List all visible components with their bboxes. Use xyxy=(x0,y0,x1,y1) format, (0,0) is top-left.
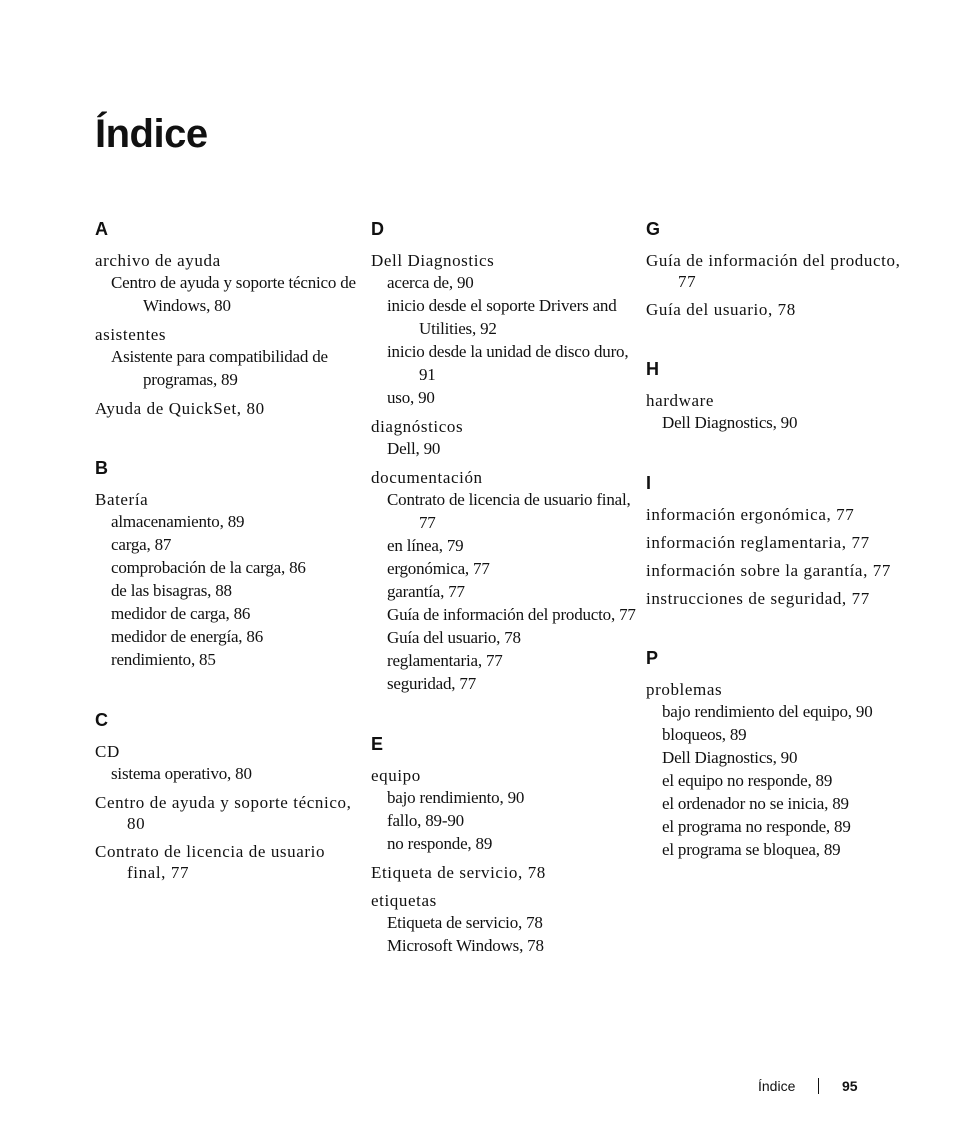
index-subentry: bloqueos, 89 xyxy=(662,725,747,744)
index-entry xyxy=(646,532,914,553)
index-subentry: Microsoft Windows, 78 xyxy=(387,936,544,955)
index-entry xyxy=(646,299,914,320)
index-entry xyxy=(646,504,914,525)
index-entry xyxy=(95,841,363,883)
index-entry xyxy=(371,765,639,855)
index-term: Dell Diagnostics xyxy=(371,251,495,270)
index-entry xyxy=(95,250,363,317)
index-subentry: uso, 90 xyxy=(387,388,435,407)
index-subentry: el ordenador no se inicia, 89 xyxy=(662,794,849,813)
page-title: Índice xyxy=(95,112,208,156)
footer-divider xyxy=(818,1078,819,1094)
section-letter: D xyxy=(371,219,384,239)
index-term: Etiqueta de servicio, 78 xyxy=(371,863,546,882)
index-entry xyxy=(371,862,639,883)
index-subentry: no responde, 89 xyxy=(387,834,493,853)
index-subentry: de las bisagras, 88 xyxy=(111,581,232,600)
section-letter: H xyxy=(646,359,659,379)
index-subentry: garantía, 77 xyxy=(387,582,465,601)
index-column-2 xyxy=(371,218,639,995)
index-subentry: el programa no responde, 89 xyxy=(662,817,851,836)
index-section xyxy=(371,733,639,957)
index-subentry: acerca de, 90 xyxy=(387,273,474,292)
index-section xyxy=(95,709,363,883)
index-term: diagnósticos xyxy=(371,417,464,436)
section-letter: B xyxy=(95,458,108,478)
index-subentry: inicio desde la unidad de disco duro, 91 xyxy=(387,342,629,384)
index-term: archivo de ayuda xyxy=(95,251,221,270)
index-term: Contrato de licencia de usuario final, 77 xyxy=(95,842,326,882)
index-entry xyxy=(646,679,914,861)
index-subentry: Dell, 90 xyxy=(387,439,441,458)
index-subentry: Etiqueta de servicio, 78 xyxy=(387,913,543,932)
index-subentry: el equipo no responde, 89 xyxy=(662,771,833,790)
index-subentry: Asistente para compatibilidad de programas, 89 xyxy=(111,347,328,389)
index-section xyxy=(646,647,914,861)
index-column-3 xyxy=(646,218,914,899)
index-entry xyxy=(371,467,639,695)
index-term: problemas xyxy=(646,680,723,699)
index-entry xyxy=(371,416,639,460)
index-term: documentación xyxy=(371,468,483,487)
index-section xyxy=(95,218,363,419)
index-term: Centro de ayuda y soporte técnico, 80 xyxy=(95,793,352,833)
index-section xyxy=(95,457,363,671)
index-term: Guía del usuario, 78 xyxy=(646,300,796,319)
index-subentry: fallo, 89-90 xyxy=(387,811,464,830)
index-subentry: Dell Diagnostics, 90 xyxy=(662,413,798,432)
index-entry xyxy=(95,398,363,419)
index-entry xyxy=(95,741,363,785)
index-subentry: reglamentaria, 77 xyxy=(387,651,503,670)
page-number: 95 xyxy=(842,1078,858,1094)
index-subentry: bajo rendimiento del equipo, 90 xyxy=(662,702,873,721)
section-letter: P xyxy=(646,648,659,668)
index-subentry: Centro de ayuda y soporte técnico de Windows, 80 xyxy=(111,273,356,315)
index-term: información reglamentaria, 77 xyxy=(646,533,870,552)
index-entry xyxy=(646,250,914,292)
index-term: etiquetas xyxy=(371,891,437,910)
index-term: equipo xyxy=(371,766,421,785)
index-subentry: Dell Diagnostics, 90 xyxy=(662,748,798,767)
index-section xyxy=(646,472,914,609)
index-term: hardware xyxy=(646,391,715,410)
index-entry xyxy=(646,560,914,581)
index-subentry: inicio desde el soporte Drivers and Utilities, 92 xyxy=(387,296,617,338)
index-entry xyxy=(371,250,639,409)
index-section xyxy=(371,218,639,695)
index-subentry: Guía de información del producto, 77 xyxy=(387,605,636,624)
index-term: Batería xyxy=(95,490,149,509)
index-subentry: medidor de energía, 86 xyxy=(111,627,264,646)
index-subentry: Guía del usuario, 78 xyxy=(387,628,521,647)
index-entry xyxy=(371,890,639,957)
section-letter: I xyxy=(646,473,652,493)
index-term: Ayuda de QuickSet, 80 xyxy=(95,399,265,418)
index-subentry: bajo rendimiento, 90 xyxy=(387,788,525,807)
index-entry xyxy=(646,588,914,609)
index-subentry: sistema operativo, 80 xyxy=(111,764,252,783)
index-subentry: seguridad, 77 xyxy=(387,674,476,693)
index-term: información ergonómica, 77 xyxy=(646,505,855,524)
index-subentry: en línea, 79 xyxy=(387,536,464,555)
index-entry xyxy=(95,792,363,834)
index-subentry: Contrato de licencia de usuario final, 77 xyxy=(387,490,631,532)
index-section xyxy=(646,358,914,434)
index-subentry: el programa se bloquea, 89 xyxy=(662,840,841,859)
index-term: información sobre la garantía, 77 xyxy=(646,561,891,580)
index-term: asistentes xyxy=(95,325,167,344)
index-subentry: rendimiento, 85 xyxy=(111,650,216,669)
index-entry xyxy=(95,489,363,671)
index-term: Guía de información del producto, 77 xyxy=(646,251,901,291)
section-letter: C xyxy=(95,710,108,730)
index-column-1 xyxy=(95,218,363,921)
index-term: instrucciones de seguridad, 77 xyxy=(646,589,870,608)
section-letter: G xyxy=(646,219,661,239)
index-subentry: comprobación de la carga, 86 xyxy=(111,558,306,577)
section-letter: A xyxy=(95,219,108,239)
index-subentry: medidor de carga, 86 xyxy=(111,604,251,623)
index-subentry: carga, 87 xyxy=(111,535,172,554)
index-entry xyxy=(646,390,914,434)
footer-section-label: Índice xyxy=(758,1078,796,1094)
index-subentry: ergonómica, 77 xyxy=(387,559,490,578)
index-term: CD xyxy=(95,742,120,761)
index-entry xyxy=(95,324,363,391)
index-section xyxy=(646,218,914,320)
index-subentry: almacenamiento, 89 xyxy=(111,512,245,531)
section-letter: E xyxy=(371,734,384,754)
